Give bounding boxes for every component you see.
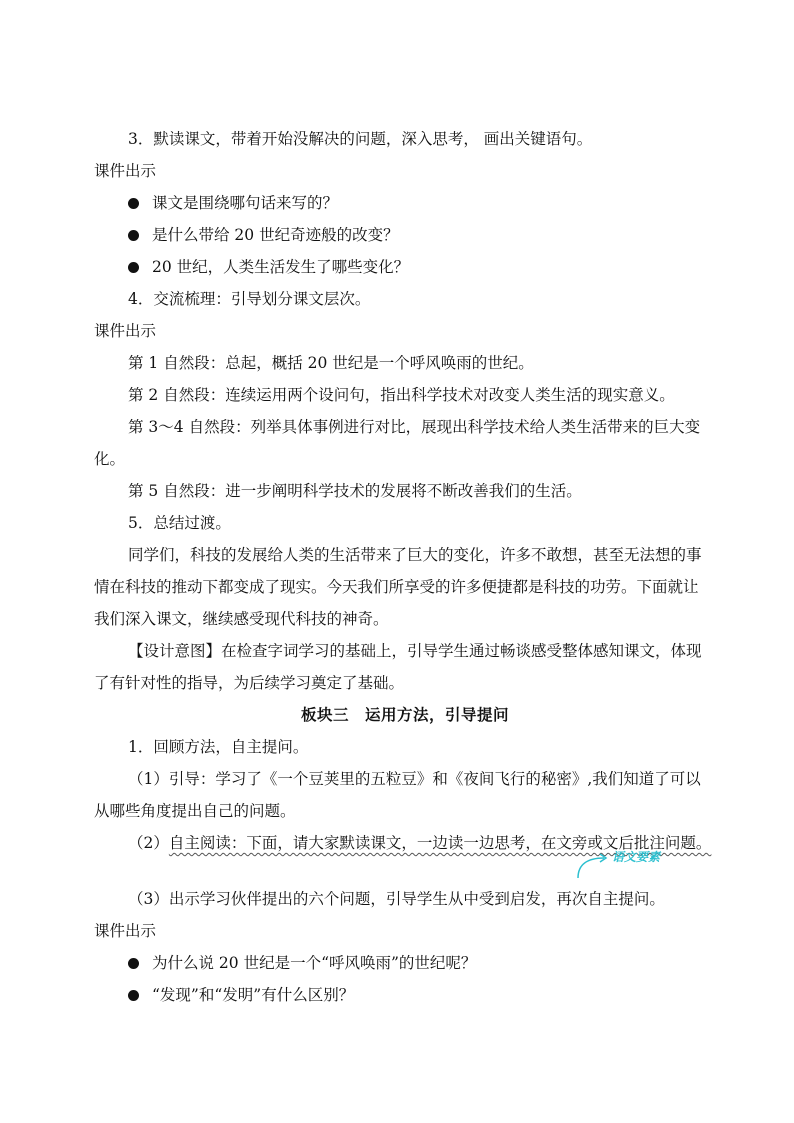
language-element-tag [574, 846, 694, 882]
paragraph-1-summary: 第 1 自然段：总起，概括 20 世纪是一个呼风唤雨的世纪。 [128, 354, 534, 372]
courseware-label: 课件出示 [94, 162, 157, 180]
step-5-text: 5．总结过渡。 [128, 514, 231, 532]
bullet-question-1: 课文是围绕哪句话来写的？ [152, 194, 339, 212]
paragraph-3-4-summary-cont: 化。 [94, 450, 126, 468]
bullet-icon [128, 230, 139, 241]
paragraph-2-summary: 第 2 自然段：连续运用两个设问句，指出科学技术对改变人类生活的现实意义。 [128, 386, 675, 404]
courseware-label: 课件出示 [94, 922, 157, 940]
transition-text-3: 我们深入课文，继续感受现代科技的神奇。 [94, 610, 389, 628]
design-intent-2: 了有针对性的指导，为后续学习奠定了基础。 [94, 674, 405, 692]
paragraph-3-4-summary: 第 3～4 自然段：列举具体事例进行对比，展现出科学技术给人类生活带来的巨大变 [128, 418, 701, 436]
method-reading-prefix: （2） [128, 834, 169, 852]
transition-text-1: 同学们，科技的发展给人类的生活带来了巨大的变化，许多不敢想，甚至无法想的事 [128, 546, 702, 564]
step-4-text: 4．交流梳理：引导划分课文层次。 [128, 290, 371, 308]
method-step-3: （3）出示学习伙伴提出的六个问题，引导学生从中受到启发，再次自主提问。 [128, 890, 665, 908]
bullet-question-2: 是什么带给 20 世纪奇迹般的改变？ [152, 226, 399, 244]
method-guide-2: 从哪些角度提出自己的问题。 [94, 802, 296, 820]
transition-text-2: 情在科技的推动下都变成了现实。今天我们所享受的许多便捷都是科技的功劳。下面就让 [94, 578, 699, 596]
language-element-label: 语文要素 [612, 850, 661, 864]
step-3-text: 3．默读课文，带着开始没解决的问题，深入思考， 画出关键语句。 [128, 130, 593, 148]
bullet-question-5: “发现”和“发明”有什么区别？ [152, 986, 355, 1004]
curve-arrow-icon [574, 846, 614, 882]
bullet-question-3: 20 世纪，人类生活发生了哪些变化？ [152, 258, 410, 276]
design-intent-1: 【设计意图】在检查字词学习的基础上，引导学生通过畅谈感受整体感知课文，体现 [128, 642, 702, 660]
courseware-label: 课件出示 [94, 322, 157, 340]
bullet-icon [128, 990, 139, 1001]
bullet-icon [128, 262, 139, 273]
method-guide-1: （1）引导：学习了《一个豆荚里的五粒豆》和《夜间飞行的秘密》,我们知道了可以 [128, 770, 701, 788]
method-reading-text: 自主阅读：下面，请大家默读课文，一边读一边思考，在文旁或文后批注问题。 [168, 834, 712, 852]
section-heading: 板块三 运用方法，引导提问 [301, 705, 510, 724]
bullet-question-4: 为什么说 20 世纪是一个“呼风唤雨”的世纪呢？ [152, 954, 477, 972]
bullet-icon [128, 958, 139, 969]
method-step-1: 1．回顾方法，自主提问。 [128, 738, 309, 756]
paragraph-5-summary: 第 5 自然段：进一步阐明科学技术的发展将不断改善我们的生活。 [128, 482, 582, 500]
bullet-icon [128, 198, 139, 209]
